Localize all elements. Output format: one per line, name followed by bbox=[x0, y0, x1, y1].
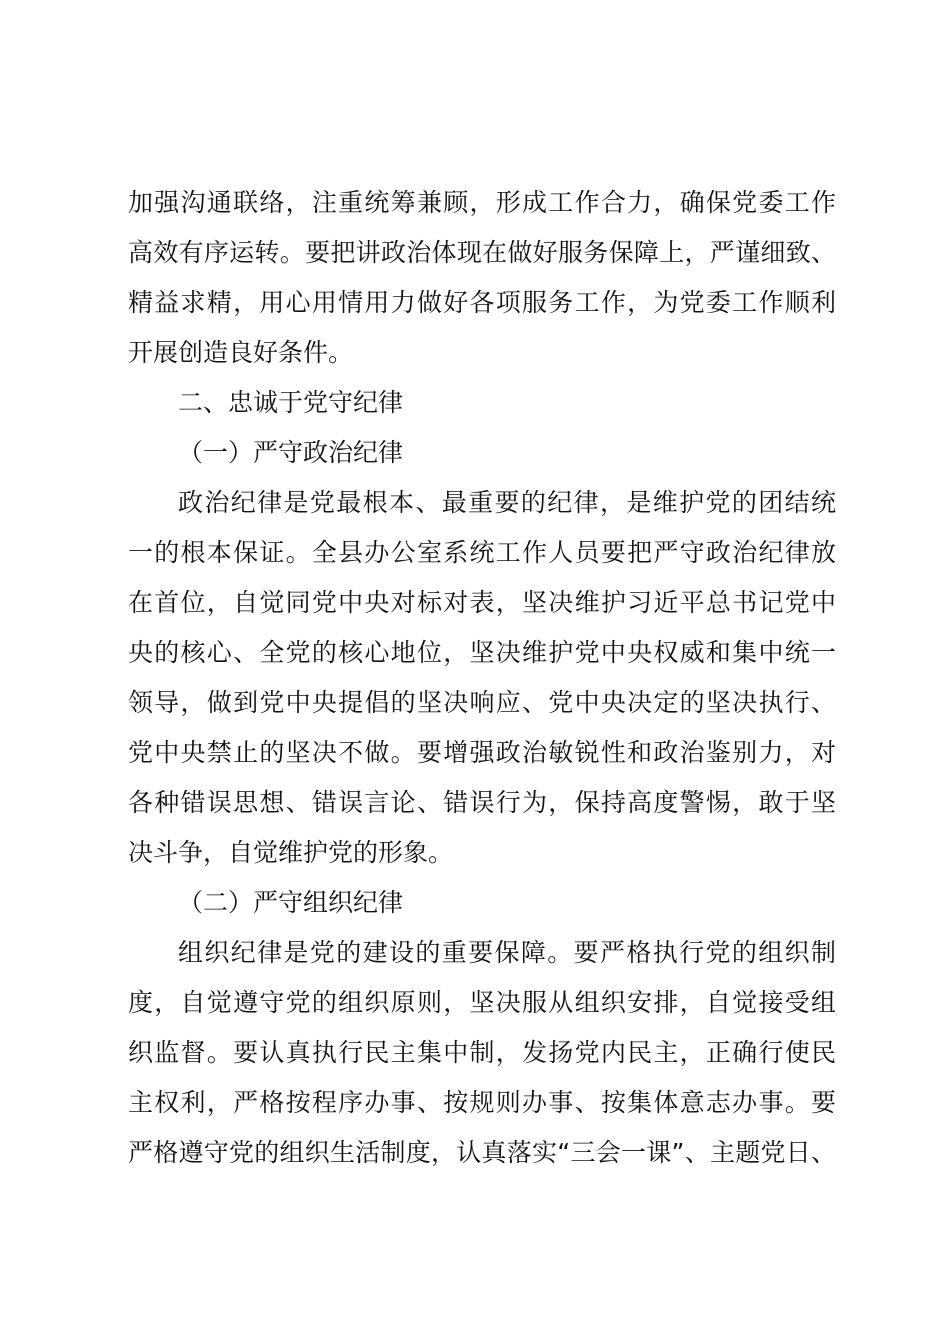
text-line: 精益求精，用心用情用力做好各项服务工作，为党委工作顺利 bbox=[128, 288, 836, 317]
text-line: 各种错误思想、错误言论、错误行为，保持高度警惕，敢于坚 bbox=[128, 788, 836, 817]
text-line: 主权利，严格按程序办事、按规则办事、按集体意志办事。要 bbox=[128, 1088, 836, 1117]
text-line: 加强沟通联络，注重统筹兼顾，形成工作合力，确保党委工作 bbox=[128, 188, 836, 217]
text-line: 领导，做到党中央提倡的坚决响应、党中央决定的坚决执行、 bbox=[128, 688, 836, 717]
text-line: 织监督。要认真执行民主集中制，发扬党内民主，正确行使民 bbox=[128, 1038, 836, 1067]
paragraph-organizational-discipline bbox=[128, 928, 836, 1178]
subsection-heading-organizational-discipline: （二）严守组织纪律 bbox=[178, 888, 404, 917]
text-line: 政治纪律是党最根本、最重要的纪律，是维护党的团结统 bbox=[178, 488, 836, 517]
text-line: 一的根本保证。全县办公室系统工作人员要把严守政治纪律放 bbox=[128, 538, 836, 567]
document-body bbox=[128, 178, 836, 1178]
paragraph-continuation bbox=[128, 178, 836, 378]
text-line: 在首位，自觉同党中央对标对表，坚决维护习近平总书记党中 bbox=[128, 588, 836, 617]
text-line: 严格遵守党的组织生活制度，认真落实“三会一课”、主题党日、 bbox=[128, 1138, 836, 1167]
text-line: 度，自觉遵守党的组织原则，坚决服从组织安排，自觉接受组 bbox=[128, 988, 836, 1017]
text-line: 央的核心、全党的核心地位，坚决维护党中央权威和集中统一 bbox=[128, 638, 836, 667]
text-line: 组织纪律是党的建设的重要保障。要严格执行党的组织制 bbox=[178, 938, 836, 967]
text-line: 高效有序运转。要把讲政治体现在做好服务保障上，严谨细致、 bbox=[128, 238, 836, 267]
section-heading: 二、忠诚于党守纪律 bbox=[178, 388, 404, 417]
text-line: 开展创造良好条件。 bbox=[128, 338, 354, 367]
subsection-heading-political-discipline: （一）严守政治纪律 bbox=[178, 438, 404, 467]
text-line: 党中央禁止的坚决不做。要增强政治敏锐性和政治鉴别力，对 bbox=[128, 738, 836, 767]
paragraph-political-discipline bbox=[128, 478, 836, 878]
text-line: 决斗争，自觉维护党的形象。 bbox=[128, 838, 454, 867]
